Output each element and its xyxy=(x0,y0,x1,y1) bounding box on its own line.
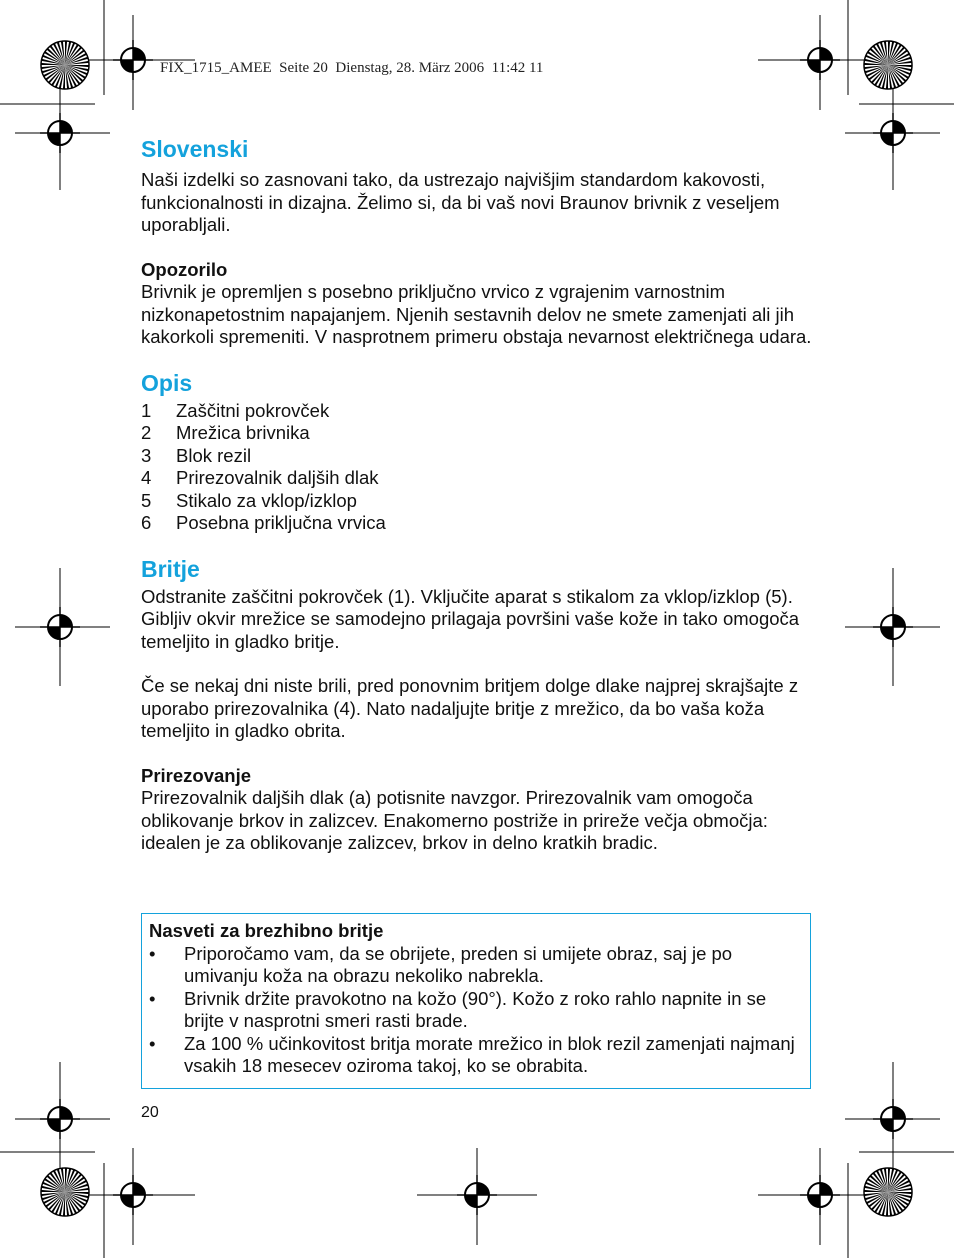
warning-heading: Opozorilo xyxy=(141,258,228,280)
section-title-britje: Britje xyxy=(141,555,200,582)
page-content xyxy=(141,135,816,855)
section-title-slovenski: Slovenski xyxy=(141,136,249,162)
intro-paragraph: Naši izdelki so zasnovani tako, da ustrezajo najvišjim standardom kakovosti, funkcionalnosti in dizajna. Želimo si, da bi vaš novi Braunov brivnik z veseljem uporabljali. xyxy=(141,169,780,235)
shaving-paragraph-1: Odstranite zaščitni pokrovček (1). Vključite aparat s stikalom za vklop/izklop (5). Gibljiv okvir mrežice se samodejno prilagaja površini vaše kože in tako omogoča temeljito in gladko britje. xyxy=(141,585,800,652)
tips-box xyxy=(141,913,811,1089)
list-item: 5 Stikalo za vklop/izklop xyxy=(141,489,357,511)
page-number: 20 xyxy=(141,1104,159,1121)
tips-heading: Nasveti za brezhibno britje xyxy=(149,920,384,941)
warning-paragraph: Brivnik je opremljen s posebno priključno vrvico z vgrajenim varnostnim nizkonapetostnim napajanjem. Njenih sestavnih delov ne smete zamenjati ali jih kakorkoli spremeniti. V nasprotnem primeru obstaja nevarnost električnega udara. xyxy=(141,281,812,347)
starburst-mark xyxy=(41,1168,89,1216)
starburst-mark xyxy=(864,41,912,89)
starburst-mark xyxy=(41,41,89,89)
list-item: 4 Prirezovalnik daljših dlak xyxy=(141,467,379,488)
list-item: 6 Posebna priključna vrvica xyxy=(141,512,386,533)
list-item: • Priporočamo vam, da se obrijete, preden si umijete obraz, saj je po umivanju koža na obrazu nekoliko nabrekla. xyxy=(149,942,733,986)
starburst-mark xyxy=(864,1168,912,1216)
list-item: 1 Zaščitni pokrovček xyxy=(141,399,330,421)
list-item: 3 Blok rezil xyxy=(141,444,252,466)
trimming-paragraph: Prirezovalnik daljših dlak (a) potisnite navzgor. Prirezovalnik vam omogoča oblikovanje brkov in zalizcev. Enakomerno postriže in prireže večja območja: idealen je za oblikovanje zalizcev, brkov in delno kratkih bradic. xyxy=(141,787,768,853)
list-item: 2 Mrežica brivnika xyxy=(141,422,310,443)
print-slug: FIX_1715_AMEE Seite 20 Dienstag, 28. März 2006 11:42 11 xyxy=(160,60,544,76)
parts-list xyxy=(141,400,816,535)
tips-list xyxy=(149,943,798,1078)
shaving-paragraph-2: Če se nekaj dni niste brili, pred ponovnim britjem dolge dlake najprej skrajšajte z uporabo prirezovalnika (4). Nato nadaljujte britje z mrežico, da bo vaša koža temeljito in gladko obrita. xyxy=(141,675,799,741)
list-item: • Brivnik držite pravokotno na kožo (90°). Kožo z roko rahlo napnite in se brijte v nasprotni smeri rasti brade. xyxy=(149,987,767,1031)
trimming-heading: Prirezovanje xyxy=(141,764,252,786)
section-title-opis: Opis xyxy=(141,369,193,396)
list-item: • Za 100 % učinkovitost britja morate mrežico in blok rezil zamenjati najmanj vsakih 18 mesecev oziroma takoj, ko se obrabita. xyxy=(149,1032,795,1076)
